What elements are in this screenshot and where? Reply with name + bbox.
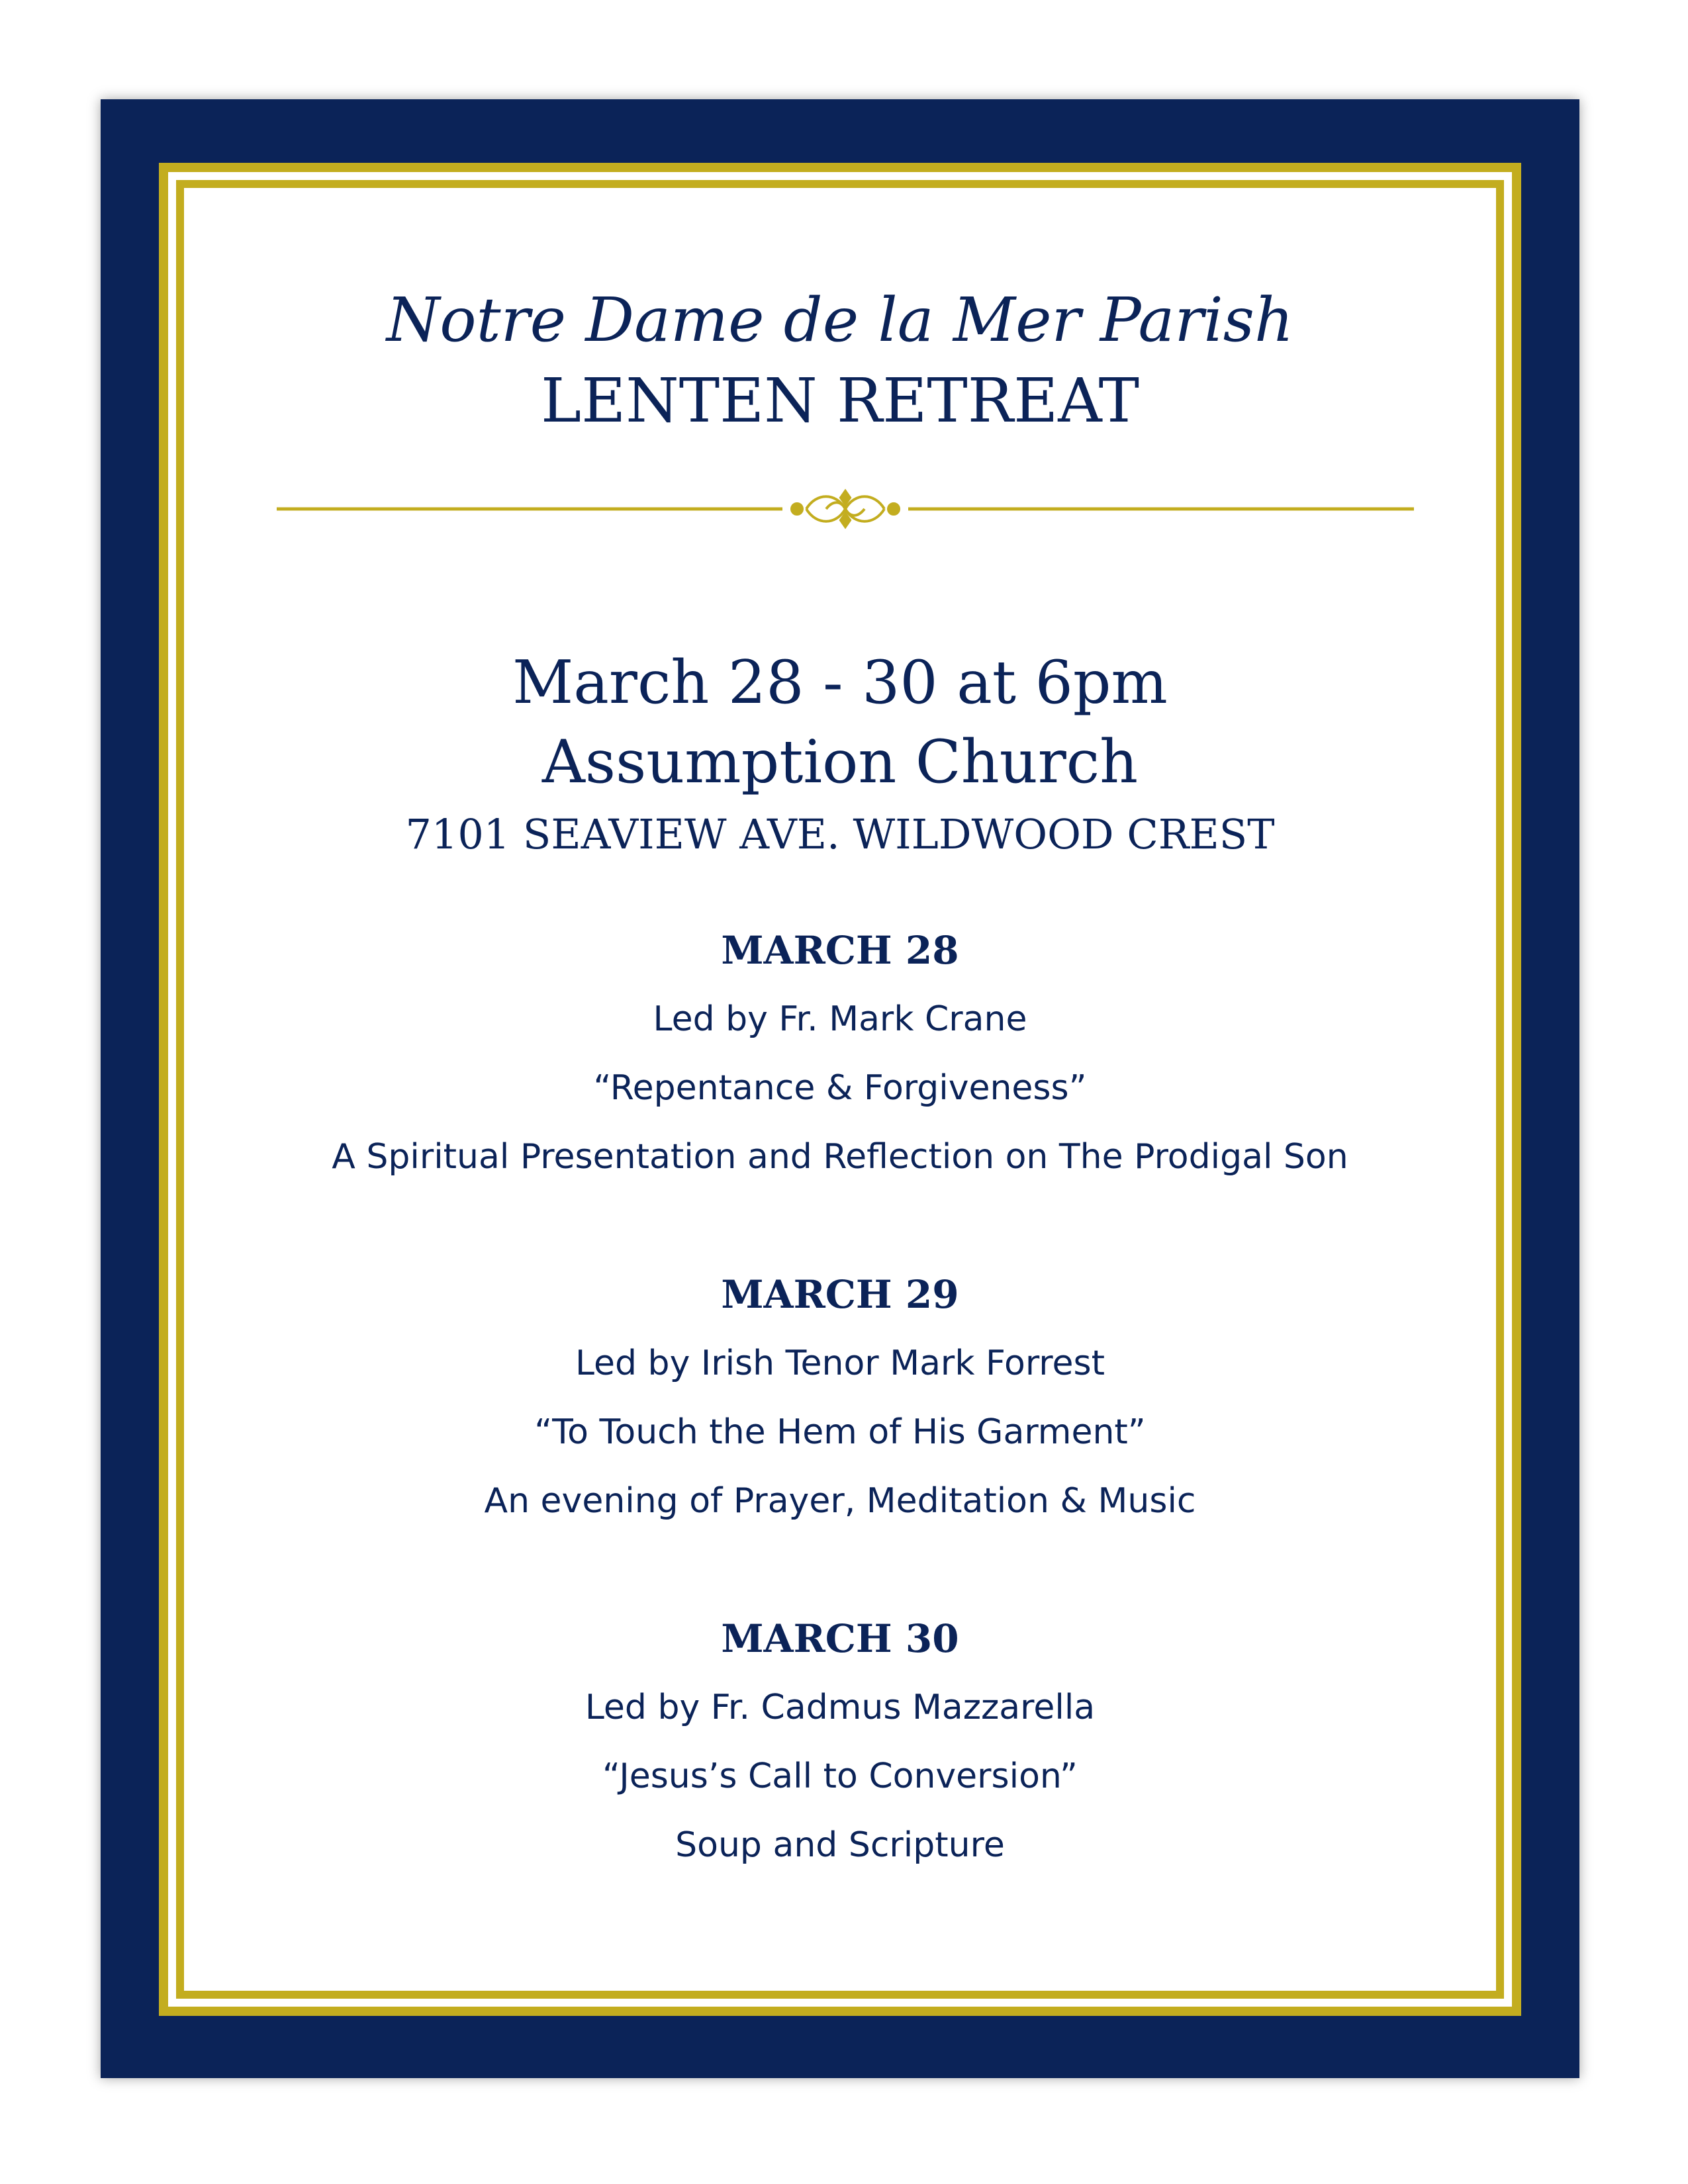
- day-description-march-29: An evening of Prayer, Meditation & Music: [484, 1481, 1196, 1521]
- day-title-march-29: “To Touch the Hem of His Garment”: [534, 1412, 1146, 1452]
- event-address: 7101 SEAVIEW AVE. WILDWOOD CREST: [405, 810, 1275, 858]
- gold-inner-border: [176, 180, 1504, 1999]
- gold-outer-border: [159, 163, 1521, 2016]
- day-heading-march-28: MARCH 28: [721, 928, 959, 973]
- retreat-title: LENTEN RETREAT: [540, 365, 1139, 436]
- day-leader-march-29: Led by Irish Tenor Mark Forrest: [575, 1343, 1105, 1383]
- day-heading-march-30: MARCH 30: [721, 1616, 959, 1661]
- day-title-march-28: “Repentance & Forgiveness”: [593, 1068, 1087, 1108]
- ornamental-divider: [277, 486, 1414, 532]
- day-heading-march-29: MARCH 29: [721, 1272, 959, 1317]
- day-leader-march-28: Led by Fr. Mark Crane: [653, 999, 1027, 1039]
- flyer-content: [184, 188, 1496, 1991]
- event-dates-time: March 28 - 30 at 6pm: [512, 648, 1168, 717]
- white-gap-border: [168, 172, 1512, 2007]
- navy-border-frame: [101, 99, 1579, 2078]
- parish-name: Notre Dame de la Mer Parish: [386, 285, 1294, 355]
- day-description-march-28: A Spiritual Presentation and Reflection on The Prodigal Son: [332, 1137, 1348, 1177]
- day-title-march-30: “Jesus’s Call to Conversion”: [602, 1756, 1078, 1796]
- day-description-march-30: Soup and Scripture: [675, 1825, 1005, 1865]
- day-leader-march-30: Led by Fr. Cadmus Mazzarella: [585, 1688, 1096, 1727]
- flourish-ornament-icon: [792, 491, 899, 527]
- event-location: Assumption Church: [541, 727, 1139, 797]
